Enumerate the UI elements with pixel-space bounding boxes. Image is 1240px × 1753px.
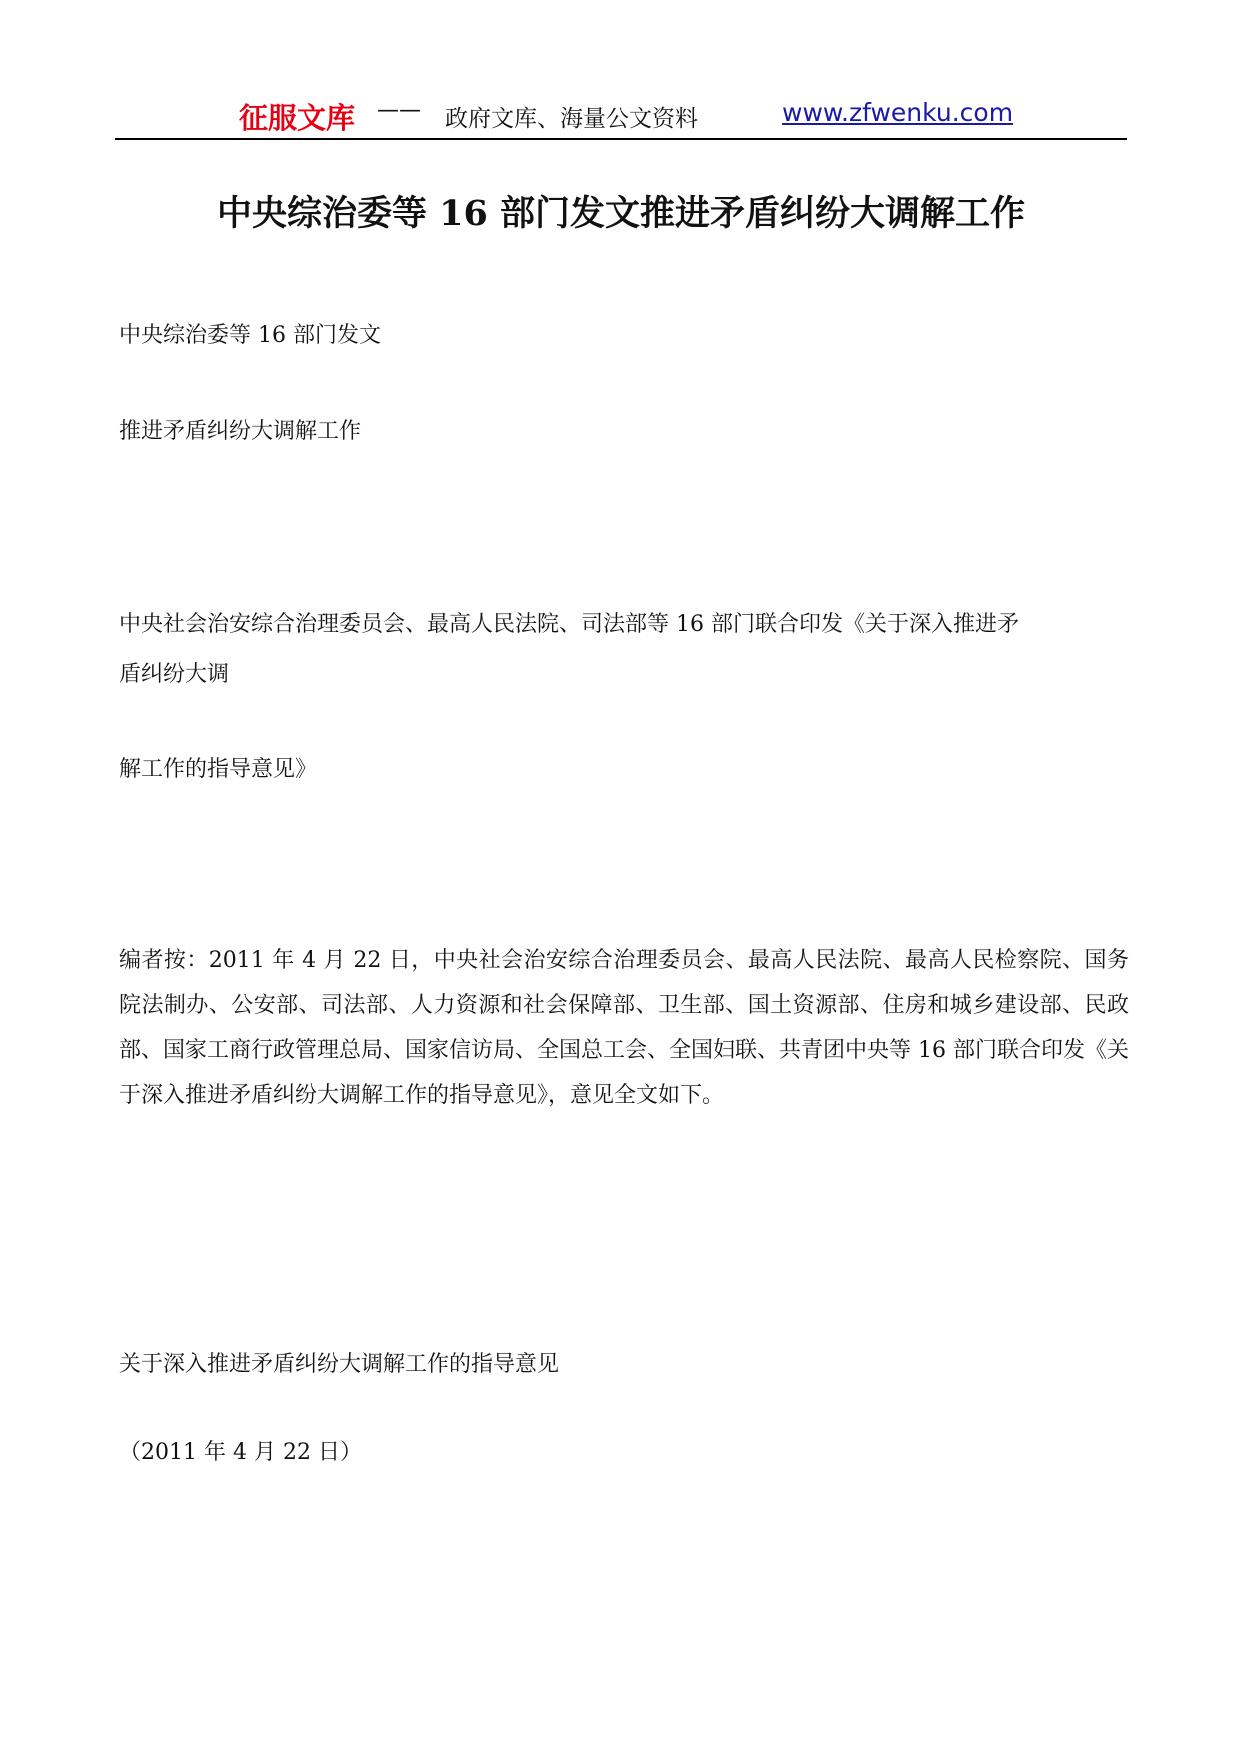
issuance-line-1: 中央社会治安综合治理委员会、最高人民法院、司法部等 16 部门联合印发《关于深入推进矛 (119, 612, 1019, 637)
editor-note: 编者按：2011 年 4 月 22 日，中央社会治安综合治理委员会、最高人民法院、最高人民检察院、国务院法制办、公安部、司法部、人力资源和社会保障部、卫生部、国土资源部、住房和城乡建设部、民政部、国家工商行政管理总局、国家信访局、全国总工会、全国妇联、共青团中央等 16 部门联合印发《关于深入推进矛盾纠纷大调解工作的指导意见》，意见全文如下。 (119, 948, 1129, 1108)
issuance-line-3: 解工作的指导意见》 (119, 757, 318, 782)
opinion-title: 关于深入推进矛盾纠纷大调解工作的指导意见 (119, 1352, 560, 1377)
site-link[interactable]: www.zfwenku.com (782, 98, 1014, 127)
intro-line-1: 中央综治委等 16 部门发文 (119, 323, 381, 348)
brand-logo: 征服文库 (239, 101, 356, 135)
document-title: 中央综治委等 16 部门发文推进矛盾纠纷大调解工作 (216, 193, 1026, 234)
page-header (115, 92, 1127, 140)
header-tagline: 政府文库、海量公文资料 (445, 106, 698, 132)
opinion-date: （2011 年 4 月 22 日） (119, 1440, 362, 1465)
issuance-line-2: 盾纠纷大调 (119, 662, 230, 687)
header-dash: —— (377, 98, 421, 123)
intro-line-2: 推进矛盾纠纷大调解工作 (119, 419, 362, 444)
